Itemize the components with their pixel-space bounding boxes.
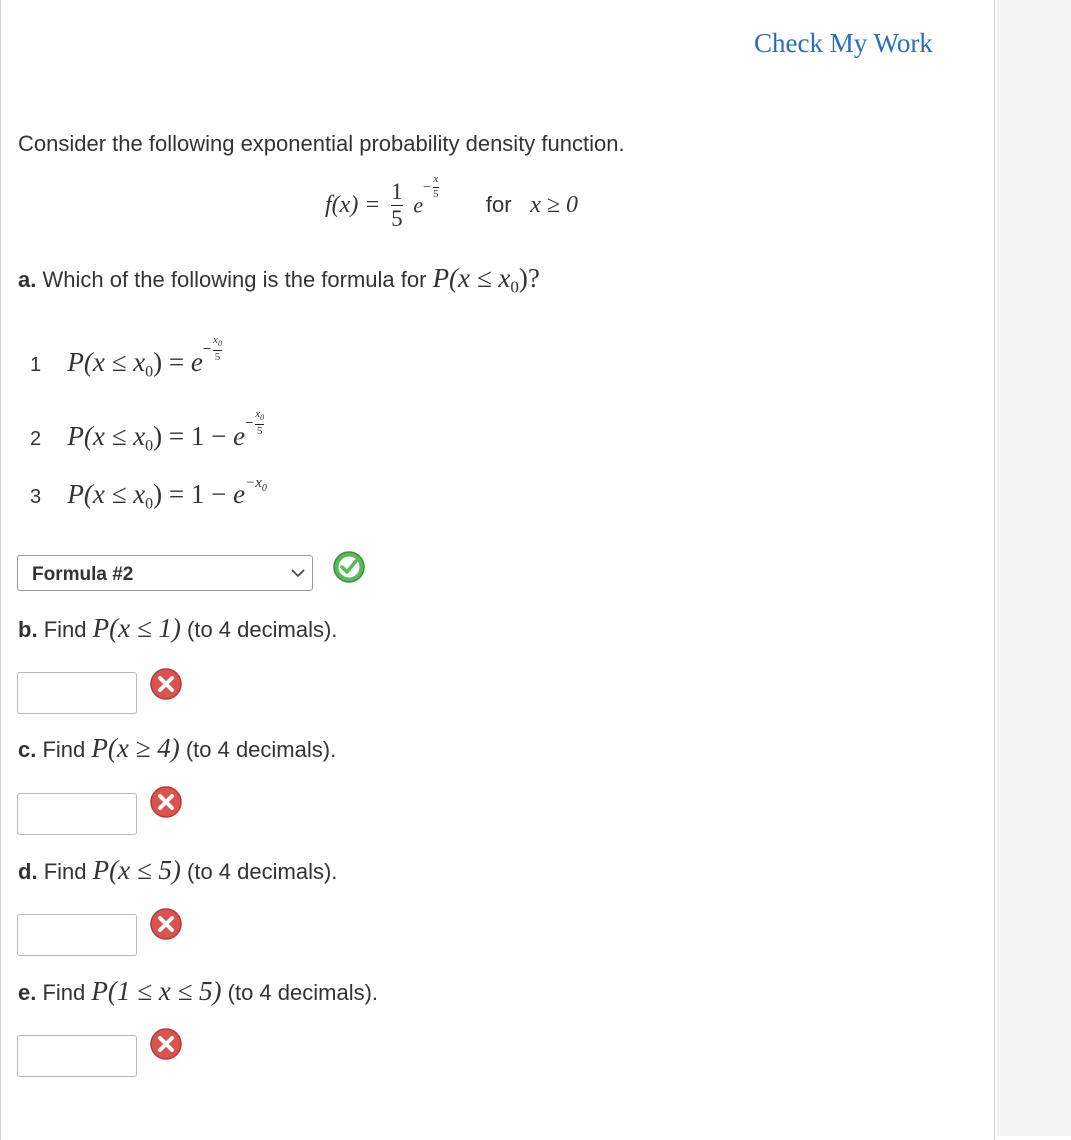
question-c-expr: P(x ≥ 4)	[91, 733, 180, 763]
incorrect-x-icon	[149, 785, 183, 819]
option-exponent: − $\frac{x_0}{5}$	[245, 408, 265, 437]
option-base: e	[190, 347, 203, 377]
option-sub: 0	[145, 437, 154, 455]
coef-numerator: 1	[391, 179, 403, 204]
option-exponent: − $\frac{x_0}{5}$	[202, 334, 222, 363]
option-number: 3	[30, 486, 42, 508]
question-e-post: (to 4 decimals).	[227, 980, 379, 1005]
question-a-sub: 0	[510, 277, 519, 297]
question-b-expr: P(x ≤ 1)	[92, 613, 181, 643]
pdf-base: e	[413, 192, 424, 218]
option-lhs: P(x ≤ x	[67, 347, 146, 377]
exp-sign: −	[423, 179, 432, 195]
incorrect-x-icon	[149, 1027, 183, 1061]
question-d-post: (to 4 decimals).	[187, 859, 338, 884]
question-d-expr: P(x ≤ 5)	[92, 855, 181, 885]
answer-d-input[interactable]	[17, 914, 137, 956]
option-lhs: P(x ≤ x	[67, 421, 146, 451]
incorrect-x-icon	[149, 667, 183, 701]
question-d	[18, 855, 337, 886]
option-rhs: ) = 1 −	[153, 479, 234, 509]
incorrect-x-icon	[149, 907, 183, 941]
chevron-down-icon	[290, 566, 306, 580]
question-d-letter: d.	[18, 859, 38, 884]
correct-check-icon	[332, 550, 366, 584]
question-c-pre: Find	[42, 737, 86, 762]
pdf-coefficient	[391, 180, 403, 231]
question-b-pre: Find	[43, 617, 87, 642]
option-rhs: ) = 1 −	[153, 421, 234, 451]
question-a-letter: a.	[18, 267, 37, 292]
pdf-lhs: f(x) =	[325, 191, 381, 218]
question-a-text: Which of the following is the formula for	[42, 267, 427, 292]
exp-numerator: x	[433, 173, 439, 185]
question-a-expr: P(x ≤ x	[432, 263, 511, 293]
option-base: e	[233, 421, 246, 451]
question-e-pre: Find	[42, 980, 86, 1005]
for-text: for	[485, 191, 512, 217]
question-c	[18, 733, 336, 764]
check-my-work-link[interactable]: Check My Work	[754, 28, 933, 58]
coef-denominator: 5	[391, 206, 403, 232]
question-e	[18, 976, 378, 1007]
option-3	[30, 475, 267, 513]
pdf-exponent	[423, 174, 438, 200]
intro-text: Consider the following exponential probability density function.	[18, 131, 625, 156]
exp-denominator: 5	[433, 187, 439, 200]
option-base: e	[233, 479, 246, 509]
option-2	[30, 408, 265, 455]
question-b-post: (to 4 decimals).	[187, 617, 338, 642]
question-e-letter: e.	[18, 980, 37, 1005]
question-a	[18, 263, 540, 297]
question-c-post: (to 4 decimals).	[185, 737, 337, 762]
option-rhs: ) =	[153, 347, 191, 377]
question-e-expr: P(1 ≤ x ≤ 5)	[91, 976, 222, 1006]
option-sub: 0	[145, 363, 154, 381]
option-number: 2	[30, 428, 42, 450]
answer-b-input[interactable]	[17, 672, 137, 714]
formula-dropdown[interactable]	[17, 555, 313, 591]
question-b	[18, 613, 337, 644]
option-lhs: P(x ≤ x	[67, 479, 146, 509]
option-number: 1	[30, 354, 42, 376]
question-c-letter: c.	[18, 737, 37, 762]
option-sub: 0	[145, 495, 154, 513]
answer-c-input[interactable]	[17, 793, 137, 835]
question-d-pre: Find	[43, 859, 87, 884]
domain-text: x ≥ 0	[530, 191, 579, 218]
dropdown-value: Formula #2	[32, 564, 134, 585]
answer-e-input[interactable]	[17, 1035, 137, 1077]
question-b-letter: b.	[18, 617, 38, 642]
option-exponent: $-x_0$	[245, 475, 267, 494]
right-margin	[997, 0, 1071, 1136]
option-1	[30, 334, 222, 381]
question-a-close: )?	[518, 263, 540, 293]
pdf-formula	[325, 173, 579, 232]
